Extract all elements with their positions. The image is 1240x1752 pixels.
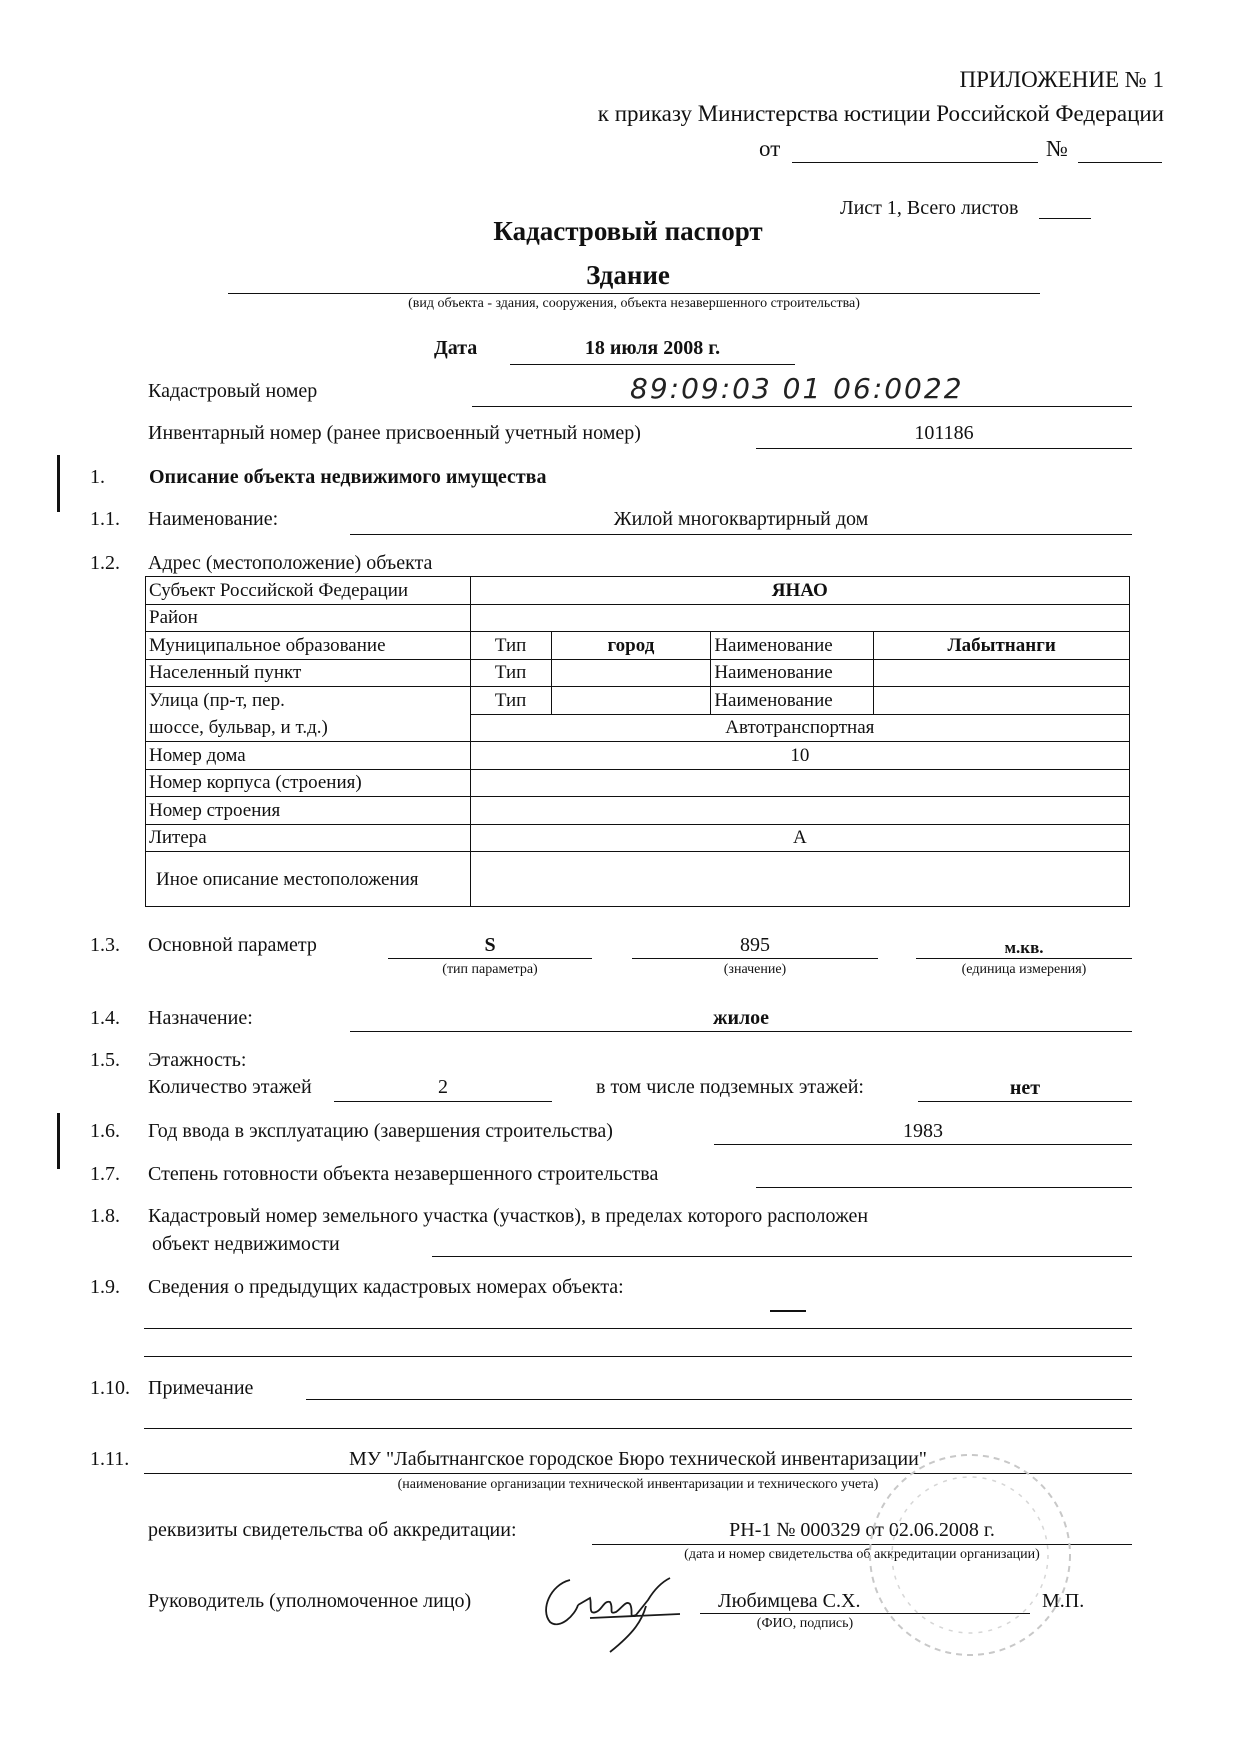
completion-degree-line bbox=[756, 1187, 1132, 1188]
object-type-caption: (вид объекта - здания, сооружения, объекта незавершенного строительства) bbox=[408, 296, 860, 311]
settlement-type-label: Тип bbox=[470, 659, 551, 687]
other-location-value bbox=[470, 852, 1129, 907]
settlement-type-value bbox=[551, 659, 711, 687]
floors-line bbox=[334, 1101, 552, 1102]
purpose-line bbox=[350, 1031, 1132, 1032]
date-value: 18 июля 2008 г. bbox=[584, 337, 721, 359]
table-row bbox=[146, 577, 1130, 605]
name-line bbox=[350, 534, 1132, 535]
order-number-line bbox=[1078, 162, 1162, 163]
litera-label: Литера bbox=[146, 824, 471, 852]
accreditation-caption: (дата и номер свидетельства об аккредитации организации) bbox=[684, 1547, 1040, 1562]
section-number: 1.9. bbox=[90, 1276, 120, 1298]
parameter-type-caption: (тип параметра) bbox=[442, 962, 538, 977]
floors-heading: Этажность: bbox=[148, 1049, 247, 1071]
head-caption: (ФИО, подпись) bbox=[756, 1616, 854, 1631]
head-label: Руководитель (уполномоченное лицо) bbox=[148, 1590, 472, 1612]
stamp-impression bbox=[860, 1440, 1080, 1670]
cadastral-number-value: 89:09:03 01 06:0022 bbox=[630, 372, 964, 405]
table-row bbox=[146, 824, 1130, 852]
name-value: Жилой многоквартирный дом bbox=[613, 508, 869, 530]
litera-value: А bbox=[470, 824, 1129, 852]
cadastral-number-line bbox=[472, 406, 1132, 407]
section-number: 1.5. bbox=[90, 1049, 120, 1071]
signature bbox=[530, 1560, 720, 1655]
name-label: Наименование: bbox=[148, 508, 279, 530]
head-name: Любимцева С.Х. bbox=[718, 1590, 861, 1612]
note-line bbox=[144, 1428, 1132, 1429]
inventory-number-label: Инвентарный номер (ранее присвоенный учетный номер) bbox=[148, 422, 641, 444]
order-date-line bbox=[792, 162, 1038, 163]
settlement-label: Населенный пункт bbox=[146, 659, 471, 687]
inventory-number-value: 101186 bbox=[914, 422, 974, 444]
section-number: 1.6. bbox=[90, 1120, 120, 1142]
table-row bbox=[146, 687, 1130, 715]
municipality-name-label: Наименование bbox=[711, 632, 874, 660]
table-row bbox=[146, 852, 1130, 907]
page-title: Кадастровый паспорт bbox=[493, 216, 763, 246]
house-label: Номер дома bbox=[146, 742, 471, 770]
municipality-type-value: город bbox=[551, 632, 711, 660]
parameter-type: S bbox=[484, 934, 496, 956]
underground-floors-label: в том числе подземных этажей: bbox=[596, 1076, 864, 1098]
inventory-number-line bbox=[756, 448, 1132, 449]
note-line bbox=[306, 1399, 1132, 1400]
section-title: Описание объекта недвижимого имущества bbox=[149, 466, 547, 488]
section-number: 1.11. bbox=[90, 1448, 130, 1470]
section-number: 1.4. bbox=[90, 1007, 120, 1029]
commissioning-year-line bbox=[714, 1144, 1132, 1145]
building-value bbox=[470, 797, 1129, 825]
table-row bbox=[146, 742, 1130, 770]
underground-floors-value: нет bbox=[1009, 1077, 1041, 1099]
appendix-label: ПРИЛОЖЕНИЕ № 1 bbox=[959, 67, 1164, 92]
date-label: Дата bbox=[434, 337, 478, 359]
parameter-value-caption: (значение) bbox=[723, 962, 787, 977]
house-value: 10 bbox=[470, 742, 1129, 770]
land-plot-label-continued: объект недвижимости bbox=[152, 1233, 340, 1255]
subject-value: ЯНАО bbox=[470, 577, 1129, 605]
municipality-label: Муниципальное образование bbox=[146, 632, 471, 660]
table-row bbox=[146, 604, 1130, 632]
dash-mark bbox=[770, 1310, 806, 1312]
organization-caption: (наименование организации технической инвентаризации и технического учета) bbox=[397, 1477, 879, 1492]
street-type-label: Тип bbox=[470, 687, 551, 715]
table-row bbox=[146, 714, 1130, 742]
street-name-value bbox=[874, 687, 1130, 715]
object-type-line bbox=[228, 293, 1040, 294]
margin-mark bbox=[57, 455, 60, 512]
date-line bbox=[510, 364, 795, 365]
purpose-value: жилое bbox=[712, 1007, 770, 1029]
parameter-unit: м.кв. bbox=[1004, 938, 1044, 957]
address-table bbox=[145, 576, 1130, 907]
street-type-value bbox=[551, 687, 711, 715]
land-plot-line bbox=[432, 1256, 1132, 1257]
object-type: Здание bbox=[586, 260, 670, 290]
accreditation-label: реквизиты свидетельства об аккредитации: bbox=[148, 1519, 517, 1541]
street-label-continued: шоссе, бульвар, и т.д.) bbox=[146, 714, 471, 742]
subject-label: Субъект Российской Федерации bbox=[146, 577, 471, 605]
floors-value: 2 bbox=[438, 1076, 448, 1098]
note-label: Примечание bbox=[148, 1377, 254, 1399]
margin-mark bbox=[57, 1113, 60, 1169]
other-location-label: Иное описание местоположения bbox=[146, 852, 471, 907]
building-label: Номер строения bbox=[146, 797, 471, 825]
district-label: Район bbox=[146, 604, 471, 632]
previous-numbers-label: Сведения о предыдущих кадастровых номерах объекта: bbox=[148, 1276, 624, 1298]
underground-floors-line bbox=[918, 1101, 1132, 1102]
section-number: 1.3. bbox=[90, 934, 120, 956]
settlement-name-value bbox=[874, 659, 1130, 687]
table-row bbox=[146, 797, 1130, 825]
section-number: 1.1. bbox=[90, 508, 120, 530]
korpus-value bbox=[470, 769, 1129, 797]
cadastral-number-label: Кадастровый номер bbox=[148, 380, 318, 402]
municipality-name-value: Лабытнанги bbox=[874, 632, 1130, 660]
organization-name: МУ "Лабытнангское городское Бюро технической инвентаризации" bbox=[349, 1448, 927, 1470]
address-label: Адрес (местоположение) объекта bbox=[148, 552, 433, 574]
section-number: 1.2. bbox=[90, 552, 120, 574]
street-value: Автотранспортная bbox=[470, 714, 1129, 742]
table-row bbox=[146, 632, 1130, 660]
section-number: 1. bbox=[90, 466, 105, 488]
table-row bbox=[146, 769, 1130, 797]
sheet-total-line bbox=[1039, 218, 1091, 219]
previous-numbers-line bbox=[144, 1328, 1132, 1329]
street-label: Улица (пр-т, пер. bbox=[146, 687, 471, 715]
purpose-label: Назначение: bbox=[148, 1007, 253, 1029]
parameter-value-line bbox=[632, 958, 878, 959]
accreditation-value: РН-1 № 000329 от 02.06.2008 г. bbox=[729, 1519, 995, 1541]
floors-label: Количество этажей bbox=[148, 1076, 312, 1098]
parameter-value: 895 bbox=[740, 934, 770, 956]
section-number: 1.10. bbox=[90, 1377, 130, 1399]
settlement-name-label: Наименование bbox=[711, 659, 874, 687]
table-row bbox=[146, 659, 1130, 687]
parameter-type-line bbox=[388, 958, 592, 959]
district-value bbox=[470, 604, 1129, 632]
order-reference: к приказу Министерства юстиции Российской Федерации bbox=[597, 101, 1164, 126]
section-number: 1.7. bbox=[90, 1163, 120, 1185]
commissioning-year-value: 1983 bbox=[903, 1120, 943, 1142]
korpus-label: Номер корпуса (строения) bbox=[146, 769, 471, 797]
main-parameter-label: Основной параметр bbox=[148, 934, 317, 956]
municipality-type-label: Тип bbox=[470, 632, 551, 660]
order-number-label: № bbox=[1046, 136, 1068, 161]
street-name-label: Наименование bbox=[711, 687, 874, 715]
completion-degree-label: Степень готовности объекта незавершенного строительства bbox=[148, 1163, 659, 1185]
parameter-unit-line bbox=[916, 958, 1132, 959]
stamp-label: М.П. bbox=[1042, 1590, 1085, 1612]
land-plot-label: Кадастровый номер земельного участка (участков), в пределах которого расположен bbox=[148, 1205, 869, 1227]
commissioning-year-label: Год ввода в эксплуатацию (завершения строительства) bbox=[148, 1120, 613, 1142]
parameter-unit-caption: (единица измерения) bbox=[961, 962, 1087, 977]
sheet-label: Лист 1, Всего листов bbox=[840, 197, 1019, 219]
previous-numbers-line bbox=[144, 1356, 1132, 1357]
section-number: 1.8. bbox=[90, 1205, 120, 1227]
order-from-label: от bbox=[759, 136, 781, 161]
